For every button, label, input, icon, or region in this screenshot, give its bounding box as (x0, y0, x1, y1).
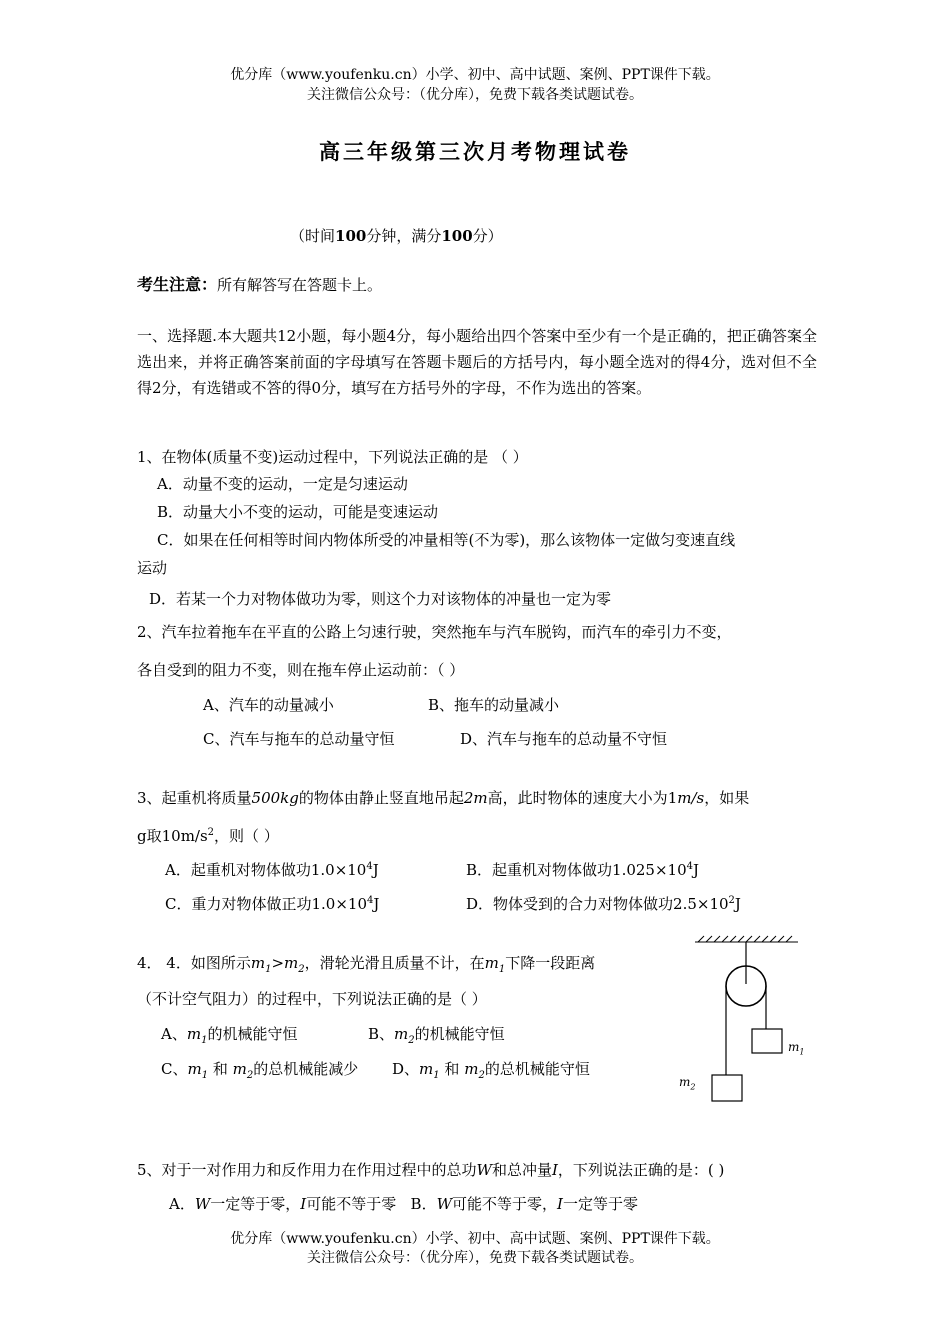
q4-option-d: D、$m_1$ 和 $m_2$的总机械能守恒 (392, 1060, 590, 1081)
q3-stem-line1: 3、起重机将质量500kg的物体由静止竖直地吊起2m高，此时物体的速度大小为1m/s，如果 (137, 789, 750, 807)
q4-option-a: A、$m_1$的机械能守恒 (161, 1025, 298, 1046)
q1-option-d: D．若某一个力对物体做功为零，则这个力对该物体的冲量也一定为零 (149, 590, 612, 608)
q2-option-d: D、汽车与拖车的总动量不守恒 (460, 730, 668, 748)
label-m1: $m_1$ (788, 1040, 805, 1057)
q5-stem: 5、对于一对作用力和反作用力在作用过程中的总功W和总冲量I，下列说法正确的是：( ) (137, 1161, 725, 1179)
block-m1 (752, 1029, 782, 1053)
time-note: （时间100分钟，满分100分） (290, 227, 503, 245)
q1-option-a: A．动量不变的运动，一定是匀速运动 (157, 475, 408, 493)
footer-banner-line1: 优分库（www.youfenku.cn）小学、初中、高中试题、案例、PPT课件下载。 (230, 1231, 720, 1247)
block-m2 (712, 1075, 742, 1101)
q5-options: A．W一定等于零，I可能不等于零 B．W可能不等于零，I一定等于零 (169, 1195, 638, 1213)
q4-stem-line1: 4． 4．如图所示$m_1>m_2$，滑轮光滑且质量不计，在$m_1$下降一段距离 (137, 954, 596, 975)
pulley-diagram (690, 932, 810, 1112)
exam-notice: 考生注意：所有解答写在答题卡上。 (137, 275, 383, 294)
header-banner-line1: 优分库（www.youfenku.cn）小学、初中、高中试题、案例、PPT课件下载。 (230, 67, 720, 83)
q3-option-b: B．起重机对物体做功$1.025\times 10^4J$ (466, 861, 700, 879)
q1-stem: 1、在物体(质量不变)运动过程中，下列说法正确的是 （ ） (137, 448, 528, 466)
q4-option-b: B、$m_2$的机械能守恒 (368, 1025, 505, 1046)
ceiling-hatch (695, 936, 798, 942)
q2-option-b: B、拖车的动量减小 (428, 696, 560, 714)
q1-option-c-cont: 运动 (137, 559, 168, 577)
header-banner-line2: 关注微信公众号：（优分库），免费下载各类试题试卷。 (307, 87, 643, 103)
q3-stem-line2: g取$10m/s^2$，则（ ） (137, 827, 279, 845)
section-instructions: 一、选择题.本大题共12小题，每小题4分，每小题给出四个答案中至少有一个是正确的，把正确答案全选出来，并将正确答案前面的字母填写在答题卡题后的方括号内，每小题全选对的得4分，选对但不全得2分，有选错或不答的得0分，填写在方括号外的字母，不作为选出的答案。 (137, 327, 817, 397)
q3-option-a: A．起重机对物体做功$1.0\times 10^4J$ (165, 861, 379, 879)
q4-stem-line2: （不计空气阻力）的过程中，下列说法正确的是（ ） (137, 990, 487, 1008)
q2-option-c: C、汽车与拖车的总动量守恒 (203, 730, 395, 748)
label-m2: $m_2$ (679, 1075, 696, 1092)
page-title: 高三年级第三次月考物理试卷 (319, 139, 631, 164)
q3-option-c: C．重力对物体做正功$1.0\times 10^4J$ (165, 895, 380, 913)
q3-option-d: D．物体受到的合力对物体做功$2.5\times 10^2J$ (466, 895, 741, 913)
q2-stem-line2: 各自受到的阻力不变，则在拖车停止运动前：（ ） (137, 661, 465, 679)
q4-option-c: C、$m_1$ 和 $m_2$的总机械能减少 (161, 1060, 359, 1081)
q2-option-a: A、汽车的动量减小 (203, 696, 334, 714)
q1-option-b: B．动量大小不变的运动，可能是变速运动 (157, 503, 439, 521)
footer-banner-line2: 关注微信公众号：（优分库），免费下载各类试题试卷。 (307, 1250, 643, 1266)
q1-option-c: C．如果在任何相等时间内物体所受的冲量相等(不为零)，那么该物体一定做匀变速直线 (157, 531, 736, 549)
q2-stem-line1: 2、汽车拉着拖车在平直的公路上匀速行驶，突然拖车与汽车脱钩，而汽车的牵引力不变， (137, 623, 732, 641)
